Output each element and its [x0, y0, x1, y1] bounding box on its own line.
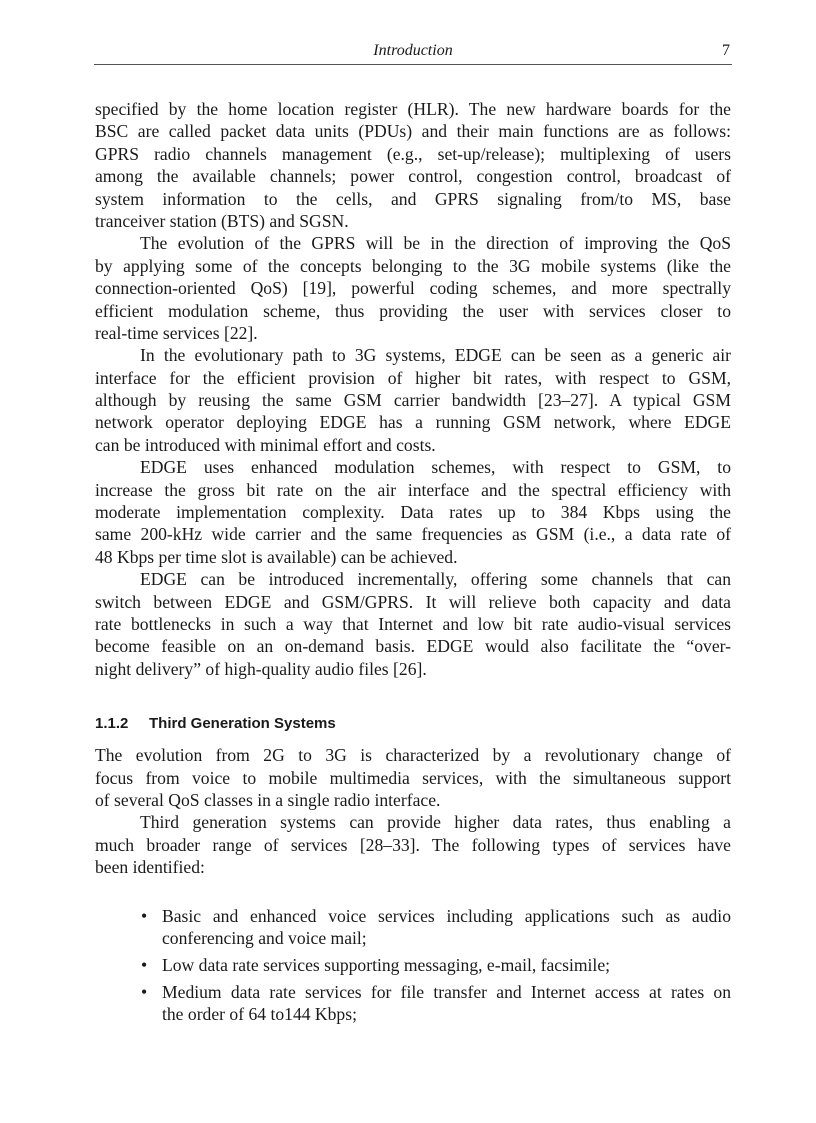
text-line: EDGE can be introduced incrementally, offering some channels that can — [140, 569, 731, 590]
text-line: rate bottlenecks in such a way that Internet and low bit rate audio-visual services — [95, 613, 731, 634]
bullet-icon: • — [141, 954, 148, 975]
text-line: specified by the home location register (HLR). The new hardware boards for the — [95, 99, 731, 119]
list-item — [95, 981, 731, 1026]
text-line: 48 Kbps per time slot is available) can be achieved. — [95, 546, 458, 567]
text-line: moderate implementation complexity. Data rates up to 384 Kbps using the — [95, 502, 731, 523]
page-body — [95, 98, 731, 1030]
text-line: The evolution from 2G to 3G is characterized by a revolutionary change of — [95, 745, 731, 766]
text-line: can be introduced with minimal effort and costs. — [95, 434, 436, 455]
text-line: In the evolutionary path to 3G systems, EDGE can be seen as a generic air — [140, 345, 731, 366]
text-line: network operator deploying EDGE has a running GSM network, where EDGE — [95, 412, 731, 433]
running-header — [94, 40, 732, 65]
text-line: focus from voice to mobile multimedia services, with the simultaneous support — [95, 767, 731, 788]
text-line: EDGE uses enhanced modulation schemes, with respect to GSM, to — [140, 457, 731, 478]
bullet-icon: • — [141, 905, 148, 926]
text-line: Basic and enhanced voice services including applications such as audio — [162, 905, 731, 926]
text-line: interface for the efficient provision of higher bit rates, with respect to GSM, — [95, 367, 731, 388]
text-line: The evolution of the GPRS will be in the direction of improving the QoS — [140, 233, 731, 254]
text-line: same 200-kHz wide carrier and the same frequencies as GSM (i.e., a data rate of — [95, 524, 731, 545]
list-item — [95, 954, 731, 976]
section-number: 1.1.2 — [95, 715, 129, 733]
bullet-icon: • — [141, 981, 148, 1002]
text-line: among the available channels; power control, congestion control, broadcast of — [95, 166, 731, 187]
paragraph — [95, 744, 731, 811]
text-line: conferencing and voice mail; — [162, 927, 367, 948]
header-title: Introduction — [373, 42, 453, 59]
text-line: Low data rate services supporting messaging, e-mail, facsimile; — [162, 954, 611, 975]
text-line: BSC are called packet data units (PDUs) and their main functions are as follows: — [95, 121, 731, 142]
list-item — [95, 905, 731, 950]
text-line: much broader range of services [28–33]. The following types of services have — [95, 834, 731, 855]
text-line: connection-oriented QoS) [19], powerful coding schemes, and more spectrally — [95, 278, 731, 299]
text-line: of several QoS classes in a single radio interface. — [95, 789, 441, 810]
section-heading — [95, 714, 731, 734]
text-line: Third generation systems can provide higher data rates, thus enabling a — [140, 812, 731, 833]
text-line: GPRS radio channels management (e.g., set-up/release); multiplexing of users — [95, 143, 731, 164]
paragraph — [95, 232, 731, 344]
text-line: night delivery” of high-quality audio files [26]. — [95, 658, 427, 679]
text-line: by applying some of the concepts belonging to the 3G mobile systems (like the — [95, 255, 731, 276]
text-line: although by reusing the same GSM carrier bandwidth [23–27]. A typical GSM — [95, 390, 731, 411]
text-line: become feasible on an on-demand basis. EDGE would also facilitate the “over- — [95, 636, 731, 657]
paragraphs-before — [95, 98, 731, 680]
text-line: real-time services [22]. — [95, 322, 258, 343]
bullet-list — [95, 905, 731, 1026]
paragraph — [95, 344, 731, 456]
text-line: been identified: — [95, 857, 205, 878]
text-line: switch between EDGE and GSM/GPRS. It will relieve both capacity and data — [95, 591, 731, 612]
paragraph — [95, 811, 731, 878]
text-line: Medium data rate services for file transfer and Internet access at rates on — [162, 981, 731, 1002]
section-title: Third Generation Systems — [149, 715, 336, 733]
paragraphs-after — [95, 744, 731, 878]
text-line: system information to the cells, and GPRS signaling from/to MS, base — [95, 188, 731, 209]
text-line: increase the gross bit rate on the air interface and the spectral efficiency with — [95, 479, 731, 500]
text-line: efficient modulation scheme, thus providing the user with services closer to — [95, 300, 731, 321]
paragraph — [95, 456, 731, 568]
page-number: 7 — [722, 42, 730, 59]
text-line: the order of 64 to144 Kbps; — [162, 1004, 357, 1025]
paragraph — [95, 98, 731, 232]
text-line: tranceiver station (BTS) and SGSN. — [95, 210, 349, 231]
paragraph — [95, 568, 731, 680]
